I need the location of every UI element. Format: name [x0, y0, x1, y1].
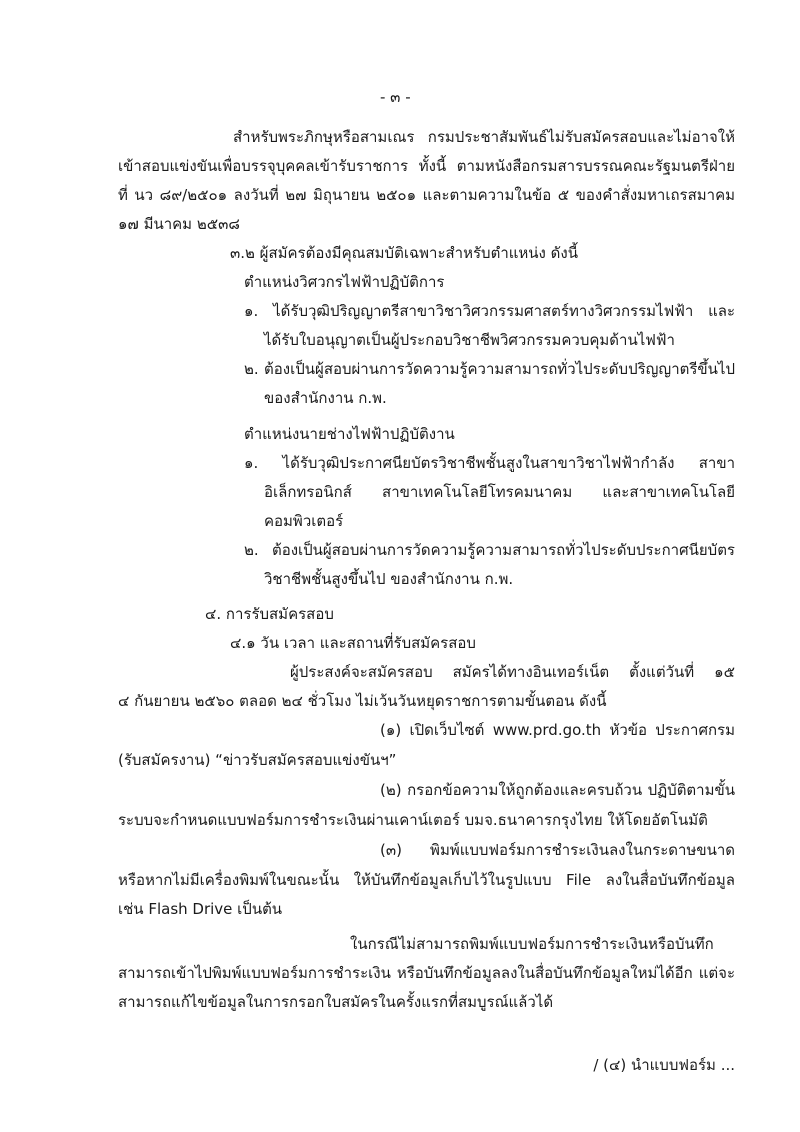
qualification-line: คอมพิวเตอร์ [264, 512, 344, 530]
step-line: (๓) พิมพ์แบบฟอร์มการชำระเงินลงในกระดาษขนาด [380, 841, 735, 859]
step-line: เช่น Flash Drive เป็นต้น [118, 900, 283, 918]
step-line: (๒) กรอกข้อความให้ถูกต้องและครบถ้วน ปฏิบัติตามขั้น [380, 781, 735, 799]
qualification-line: ๒. ต้องเป็นผู้สอบผ่านการวัดความรู้ความสามารถทั่วไประดับปริญญาตรีขึ้นไป [244, 360, 735, 378]
paragraph-line: ๔ กันยายน ๒๕๖๐ ตลอด ๒๔ ชั่วโมง ไม่เว้นวันหยุดราชการตามขั้นตอน ดังนี้ [118, 692, 607, 710]
continuation-text: / (๔) นำแบบฟอร์ม ... [593, 1056, 735, 1074]
section-4-heading: ๔. การรับสมัครสอบ [205, 605, 334, 623]
step-line: (รับสมัครงาน) “ข่าวรับสมัครสอบแข่งขันฯ” [118, 751, 397, 769]
qualification-line: ๑. ได้รับวุฒิประกาศนียบัตรวิชาชีพชั้นสูงในสาขาวิชาไฟฟ้ากำลัง สาขา [244, 454, 735, 472]
qualification-line: ๑. ได้รับวุฒิปริญญาตรีสาขาวิชาวิศวกรรมศาสตร์ทางวิศวกรรมไฟฟ้า และ [244, 302, 735, 320]
position-title: ตำแหน่งนายช่างไฟฟ้าปฏิบัติงาน [244, 425, 455, 443]
intro-line: ๑๗ มีนาคม ๒๕๓๘ [118, 215, 240, 233]
intro-line: เข้าสอบแข่งขันเพื่อบรรจุบุคคลเข้ารับราชการ ทั้งนี้ ตามหนังสือกรมสารบรรณคณะรัฐมนตรีฝ่าย [118, 157, 735, 175]
position-title: ตำแหน่งวิศวกรไฟฟ้าปฏิบัติการ [244, 273, 445, 291]
note-line: สามารถแก้ไขข้อมูลในการกรอกใบสมัครในครั้งแรกที่สมบูรณ์แล้วได้ [118, 993, 554, 1011]
page-number: - ๓ - [380, 88, 411, 106]
note-line: สามารถเข้าไปพิมพ์แบบฟอร์มการชำระเงิน หรือบันทึกข้อมูลลงในสื่อบันทึกข้อมูลใหม่ได้อีก แต่จะ [118, 964, 735, 982]
step-line: หรือหากไม่มีเครื่องพิมพ์ในขณะนั้น ให้บันทึกข้อมูลเก็บไว้ในรูปแบบ File ลงในสื่อบันทึกข้อมูล [118, 871, 735, 889]
qualification-line: ๒. ต้องเป็นผู้สอบผ่านการวัดความรู้ความสามารถทั่วไประดับประกาศนียบัตร [244, 541, 735, 559]
intro-line: ที่ นว ๘๙/๒๕๐๑ ลงวันที่ ๒๗ มิถุนายน ๒๕๐๑ และตามความในข้อ ๕ ของคำสั่งมหาเถรสมาคม [118, 186, 735, 204]
intro-line: สำหรับพระภิกษุหรือสามเณร กรมประชาสัมพันธ์ไม่รับสมัครสอบและไม่อาจให้ [233, 128, 735, 146]
step-line: ระบบจะกำหนดแบบฟอร์มการชำระเงินผ่านเคาน์เตอร์ บมจ.ธนาคารกรุงไทย ให้โดยอัตโนมัติ [118, 811, 708, 829]
section-3-2-heading: ๓.๒ ผู้สมัครต้องมีคุณสมบัติเฉพาะสำหรับตำแหน่ง ดังนี้ [230, 244, 578, 262]
section-4-1-heading: ๔.๑ วัน เวลา และสถานที่รับสมัครสอบ [230, 634, 476, 652]
note-line: ในกรณีไม่สามารถพิมพ์แบบฟอร์มการชำระเงินหรือบันทึก [350, 935, 714, 953]
qualification-line: อิเล็กทรอนิกส์ สาขาเทคโนโลยีโทรคมนาคม และสาขาเทคโนโลยี [264, 483, 735, 501]
paragraph-line: ผู้ประสงค์จะสมัครสอบ สมัครได้ทางอินเทอร์เน็ต ตั้งแต่วันที่ ๑๕ [290, 663, 735, 681]
qualification-line: ของสำนักงาน ก.พ. [264, 389, 387, 407]
qualification-line: ได้รับใบอนุญาตเป็นผู้ประกอบวิชาชีพวิศวกรรมควบคุมด้านไฟฟ้า [264, 331, 675, 349]
step-line: (๑) เปิดเว็บไซต์ www.prd.go.th หัวข้อ ประกาศกรม [380, 721, 735, 739]
qualification-line: วิชาชีพชั้นสูงขึ้นไป ของสำนักงาน ก.พ. [264, 570, 514, 588]
